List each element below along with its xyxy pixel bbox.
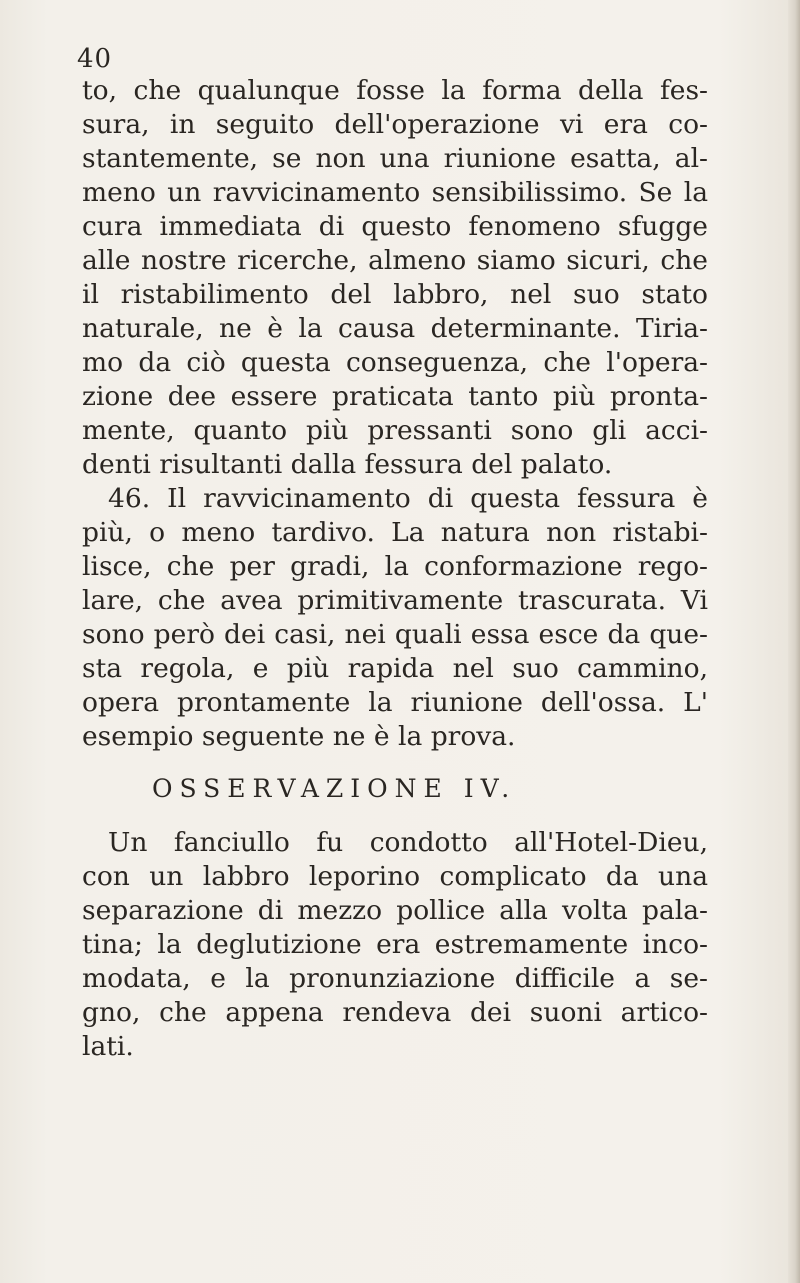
text-line: più, o meno tardivo. La natura non ristabi- <box>82 517 708 548</box>
text-line: sura, in seguito dell'operazione vi era co- <box>82 109 708 140</box>
text-line: stantemente, se non una riunione esatta, al- <box>82 143 708 174</box>
text-line: separazione di mezzo pollice alla volta pala- <box>82 895 708 926</box>
text-line: cura immediata di questo fenomeno sfugge <box>82 211 708 242</box>
text-line: lisce, che per gradi, la conformazione rego- <box>82 551 708 582</box>
text-line: con un labbro leporino complicato da una <box>82 861 708 892</box>
text-line: lati. <box>82 1031 134 1062</box>
text-line: meno un ravvicinamento sensibilissimo. Se la <box>82 177 708 208</box>
text-line: esempio seguente ne è la prova. <box>82 721 516 752</box>
text-line: mente, quanto più pressanti sono gli acci- <box>82 415 708 446</box>
text-line: Un fanciullo fu condotto all'Hotel-Dieu, <box>108 827 708 858</box>
text-line: modata, e la pronunziazione difficile a se- <box>82 963 708 994</box>
text-line: gno, che appena rendeva dei suoni artico- <box>82 997 708 1028</box>
text-line: sono però dei casi, nei quali essa esce da que- <box>82 619 708 650</box>
text-line: opera prontamente la riunione dell'ossa. L' <box>82 687 708 718</box>
text-line: alle nostre ricerche, almeno siamo sicuri, che <box>82 245 708 276</box>
text-line: il ristabilimento del labbro, nel suo stato <box>82 279 708 310</box>
text-line: sta regola, e più rapida nel suo cammino, <box>82 653 708 684</box>
page-number: 40 <box>77 44 113 74</box>
text-line: zione dee essere praticata tanto più pronta- <box>82 381 708 412</box>
text-line: mo da ciò questa conseguenza, che l'opera- <box>82 347 708 378</box>
text-line: naturale, ne è la causa determinante. Tiria- <box>82 313 708 344</box>
text-line: 46. Il ravvicinamento di questa fessura è <box>108 483 708 514</box>
text-line: to, che qualunque fosse la forma della fes- <box>82 75 708 106</box>
section-heading: OSSERVAZIONE IV. <box>152 774 517 803</box>
text-line: lare, che avea primitivamente trascurata. Vi <box>82 585 708 616</box>
page-edge <box>788 0 800 1283</box>
text-line: tina; la deglutizione era estremamente inco- <box>82 929 708 960</box>
text-line: denti risultanti dalla fessura del palato. <box>82 449 613 480</box>
